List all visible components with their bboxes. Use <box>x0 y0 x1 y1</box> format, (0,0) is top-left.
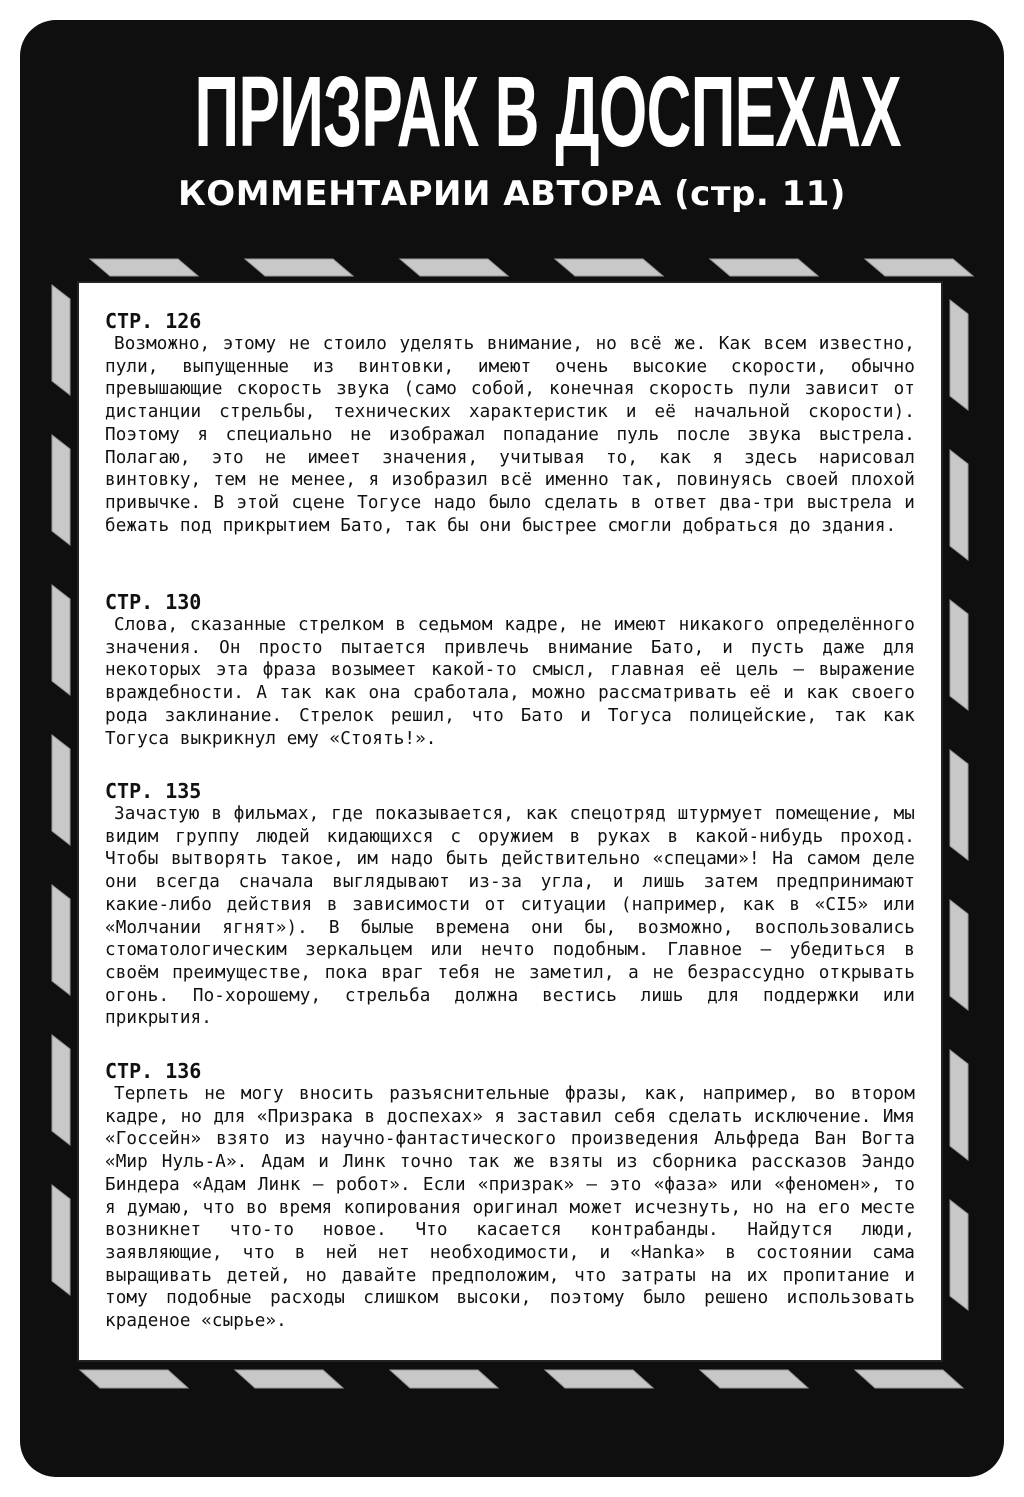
section-page-130 <box>105 590 915 750</box>
hazard-stripe <box>950 450 968 560</box>
hazard-stripe <box>950 600 968 710</box>
hazard-stripe <box>950 900 968 1010</box>
hazard-stripe <box>52 435 70 545</box>
hazard-stripe <box>700 1370 808 1388</box>
hazard-stripe <box>390 1370 498 1388</box>
hazard-stripe <box>245 259 353 276</box>
section-heading: СТР. 126 <box>105 309 202 333</box>
hazard-stripe <box>950 1200 968 1310</box>
hazard-stripe <box>545 1370 653 1388</box>
section-text: Терпеть не могу вносить разъяснительные фразы, как, например, во втором кадре, но для «Призрака в доспехах» я заставил себя сделать исключение. Имя «Госсейн» взято из научно-фантастического произведения Альфреда Ван Вогта «Мир Нуль-А». Адам и Линк точно так же взяты из сборника рассказов Эандо Биндера «Адам Линк – робот». Если «призрак» – это «фаза» или «феномен», то я думаю, что во время копирования оригинал может исчезнуть, но на его месте возникнет что-то новое. Что касается контрабанды. Найдутся люди, заявляющие, что в ней нет необходимости, и «Hanka» в состоянии сама выращивать детей, но давайте предположим, что затраты на их пропитание и тому подобные расходы слишком высоки, поэтому было решено использовать краденое «сырье». <box>105 1084 915 1332</box>
section-heading: СТР. 135 <box>105 779 202 803</box>
section-heading: СТР. 136 <box>105 1059 202 1083</box>
text-panel <box>77 281 943 1362</box>
hazard-stripe <box>52 735 70 845</box>
hazard-stripe <box>400 259 508 276</box>
hazard-stripe <box>52 285 70 395</box>
hazard-stripe <box>950 300 968 410</box>
section-text: Зачастую в фильмах, где показывается, как спецотряд штурмует помещение, мы видим группу людей кидающихся с оружием в руках в какой-нибудь проход. Чтобы вытворять такое, им надо быть действительно «спецами»! На самом деле они всегда сначала выглядывают из-за угла, и лишь затем предпринимают какие-либо действия в зависимости от ситуации (например, как в «CI5» или «Молчании ягнят»). В былые времена они бы, возможно, воспользовались стоматологическим зеркальцем или нечто подобным. Главное – убедиться в своём преимуществе, пока враг тебя не заметил, а не безрассудно открывать огонь. По-хорошему, стрельба должна вестись лишь для поддержки или прикрытия. <box>105 804 915 1029</box>
hazard-stripe <box>950 1050 968 1160</box>
section-page-126 <box>105 309 915 537</box>
page-title: ПРИЗРАК В ДОСПЕХАХ <box>194 56 902 168</box>
hazard-stripe <box>90 259 198 276</box>
hazard-stripe <box>52 585 70 695</box>
hazard-stripe <box>52 1035 70 1145</box>
hazard-stripe <box>710 259 818 276</box>
hazard-stripe <box>52 1185 70 1295</box>
section-heading: СТР. 130 <box>105 590 202 614</box>
hazard-stripe <box>855 1370 963 1388</box>
hazard-stripe <box>52 885 70 995</box>
hazard-stripe <box>865 259 973 276</box>
section-page-135 <box>105 779 915 1030</box>
hazard-stripe <box>80 1370 188 1388</box>
hazard-stripe <box>950 750 968 860</box>
section-text: Возможно, этому не стоило уделять внимание, но всё же. Как всем известно, пули, выпущенные из винтовки, имеют очень высокие скорости, обычно превышающие скорость звука (само собой, конечная скорость пули зависит от дистанции стрельбы, технических характеристик и её начальной скорости). Поэтому я специально не изображал попадание пуль после звука выстрела. Полагаю, это не имеет значения, учитывая то, как я здесь нарисовал винтовку, тем не менее, я изобразил всё именно так, повинуясь своей плохой привычке. В этой сцене Тогусе надо было сделать в ответ два-три выстрела и бежать под прикрытием Бато, так бы они быстрее смогли добраться до здания. <box>105 334 915 536</box>
page-subtitle: КОММЕНТАРИИ АВТОРА (стр. 11) <box>178 174 846 214</box>
section-text: Слова, сказанные стрелком в седьмом кадре, не имеют никакого определённого значения. Он просто пытается привлечь внимание Бато, и пусть даже для некоторых эта фраза возымеет какой-то смысл, главная её цель – выражение враждебности. А так как она сработала, можно рассматривать её и как своего рода заклинание. Стрелок решил, что Бато и Тогуса полицейские, так как Тогуса выкрикнул ему «Стоять!». <box>105 615 915 749</box>
hazard-stripe <box>555 259 663 276</box>
section-page-136 <box>105 1059 915 1333</box>
hazard-stripe <box>235 1370 343 1388</box>
